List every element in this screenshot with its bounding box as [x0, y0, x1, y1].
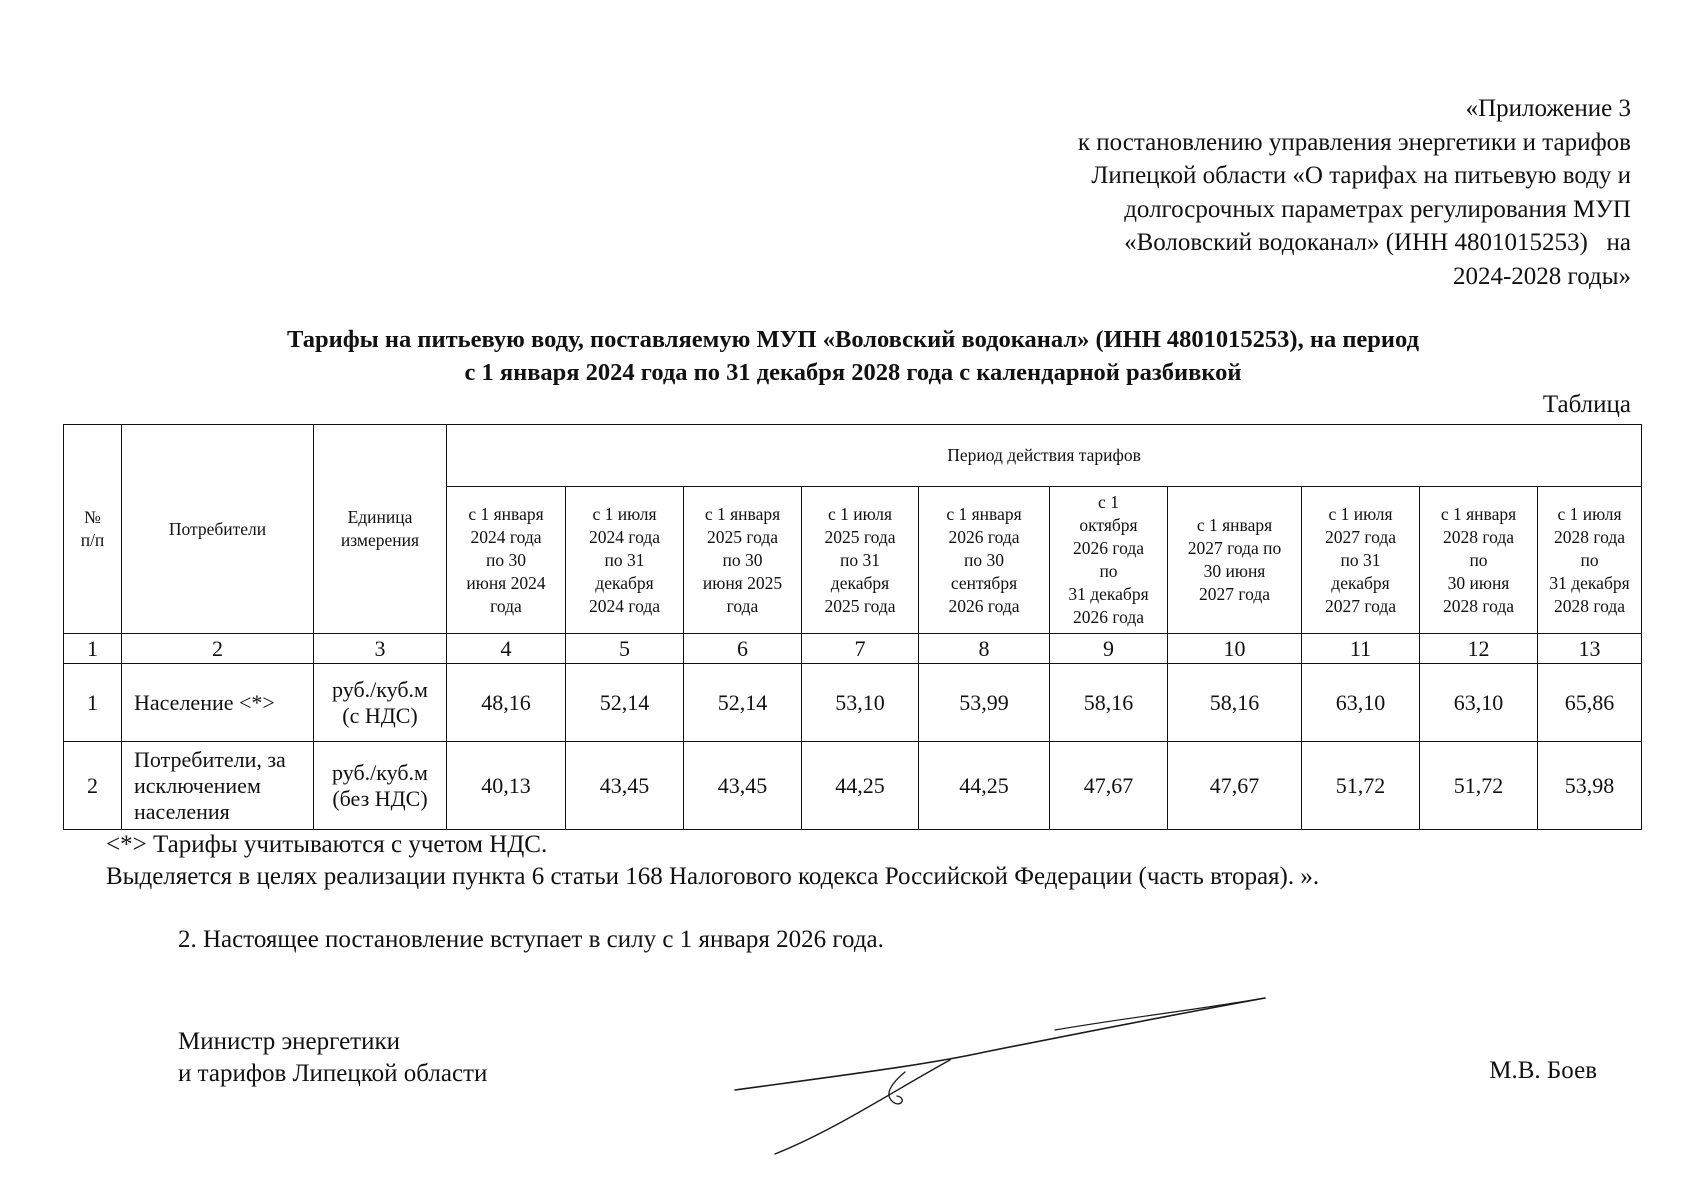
tariff-value: 47,67 [1168, 742, 1302, 830]
tariff-value: 43,45 [566, 742, 684, 830]
column-number: 4 [447, 634, 566, 664]
tariff-value: 52,14 [566, 664, 684, 742]
signer-position-line-2: и тарифов Липецкой области [178, 1060, 488, 1087]
appendix-header [931, 92, 1631, 293]
appendix-line: 2024-2028 годы» [1452, 262, 1631, 290]
tariff-value: 52,14 [684, 664, 802, 742]
tariff-value: 53,10 [802, 664, 919, 742]
tariff-value: 53,99 [919, 664, 1050, 742]
signer-position [178, 1026, 487, 1090]
row-consumer: Население <*> [122, 664, 314, 742]
title-line-2: с 1 января 2024 года по 31 декабря 2028 года с календарной разбивкой [464, 359, 1242, 386]
column-number: 6 [684, 634, 802, 664]
column-number: 5 [566, 634, 684, 664]
appendix-line: «Приложение 3 [1465, 95, 1631, 122]
column-number: 13 [1538, 634, 1642, 664]
column-number: 8 [919, 634, 1050, 664]
period-cell: с 1 июля 2027 года по 31 декабря 2027 года [1302, 487, 1420, 634]
tariff-value: 58,16 [1168, 664, 1302, 742]
column-number: 10 [1168, 634, 1302, 664]
appendix-line: долгосрочных параметрах регулирования МУП [1124, 195, 1631, 223]
tariff-value: 44,25 [802, 742, 919, 830]
period-cell: с 1 июля 2028 года по 31 декабря 2028 года [1538, 487, 1642, 634]
column-number: 7 [802, 634, 919, 664]
period-cell: с 1 января 2026 года по 30 сентября 2026 года [919, 487, 1050, 634]
tariff-value: 65,86 [1538, 664, 1642, 742]
tariff-value: 58,16 [1050, 664, 1168, 742]
tariff-value: 48,16 [447, 664, 566, 742]
note-tax-code: Выделяется в целях реализации пункта 6 статьи 168 Налогового кодекса Российской Федерации (часть вторая). ». [106, 863, 1320, 890]
table-caption: Таблица [1542, 391, 1631, 418]
row-consumer: Потребители, за исключением населения [122, 742, 314, 830]
row-unit: руб./куб.м (без НДС) [314, 742, 447, 830]
handwritten-signature [725, 990, 1275, 1160]
table-notes [106, 829, 1319, 893]
table-row [64, 742, 1642, 830]
period-cell: с 1 января 2025 года по 30 июня 2025 года [684, 487, 802, 634]
column-numbers-row [64, 634, 1642, 664]
column-number: 11 [1302, 634, 1420, 664]
tariff-value: 40,13 [447, 742, 566, 830]
period-cell: с 1 января 2028 года по 30 июня 2028 года [1420, 487, 1538, 634]
column-number: 1 [64, 634, 122, 664]
period-cell: с 1 июля 2024 года по 31 декабря 2024 года [566, 487, 684, 634]
tariff-value: 51,72 [1420, 742, 1538, 830]
appendix-line: «Воловский водоканал» (ИНН 4801015253) на [1124, 229, 1631, 256]
appendix-line: к постановлению управления энергетики и тарифов [1077, 128, 1631, 156]
period-cell: с 1 января 2027 года по 30 июня 2027 года [1168, 487, 1302, 634]
column-number: 12 [1420, 634, 1538, 664]
signer-position-line-1: Министр энергетики [178, 1028, 400, 1055]
tariff-value: 53,98 [1538, 742, 1642, 830]
appendix-line: Липецкой области «О тарифах на питьевую воду и [1091, 162, 1631, 189]
title-line-1: Тарифы на питьевую воду, поставляемую МУП «Воловский водоканал» (ИНН 4801015253), на период [287, 326, 1419, 353]
document-title [63, 323, 1643, 389]
note-vat: <*> Тарифы учитываются с учетом НДС. [106, 831, 548, 858]
row-number: 1 [64, 664, 122, 742]
signer-name: М.В. Боев [1489, 1057, 1597, 1084]
tariff-value: 47,67 [1050, 742, 1168, 830]
tariffs-table [63, 424, 1642, 830]
table-header-row [64, 425, 1642, 487]
header-number: № п/п [64, 425, 122, 634]
table-row [64, 664, 1642, 742]
effective-date-clause: 2. Настоящее постановление вступает в силу с 1 января 2026 года. [178, 926, 884, 953]
header-unit: Единица измерения [314, 425, 447, 634]
tariff-value: 63,10 [1302, 664, 1420, 742]
column-number: 2 [122, 634, 314, 664]
tariff-value: 51,72 [1302, 742, 1420, 830]
column-number: 3 [314, 634, 447, 664]
header-consumer: Потребители [122, 425, 314, 634]
column-number: 9 [1050, 634, 1168, 664]
header-period: Период действия тарифов [447, 425, 1642, 487]
period-cell: с 1 января 2024 года по 30 июня 2024 года [447, 487, 566, 634]
row-unit: руб./куб.м (с НДС) [314, 664, 447, 742]
row-number: 2 [64, 742, 122, 830]
tariff-value: 44,25 [919, 742, 1050, 830]
tariff-value: 63,10 [1420, 664, 1538, 742]
tariff-value: 43,45 [684, 742, 802, 830]
period-cell: с 1 октября 2026 года по 31 декабря 2026 года [1050, 487, 1168, 634]
period-cell: с 1 июля 2025 года по 31 декабря 2025 года [802, 487, 919, 634]
